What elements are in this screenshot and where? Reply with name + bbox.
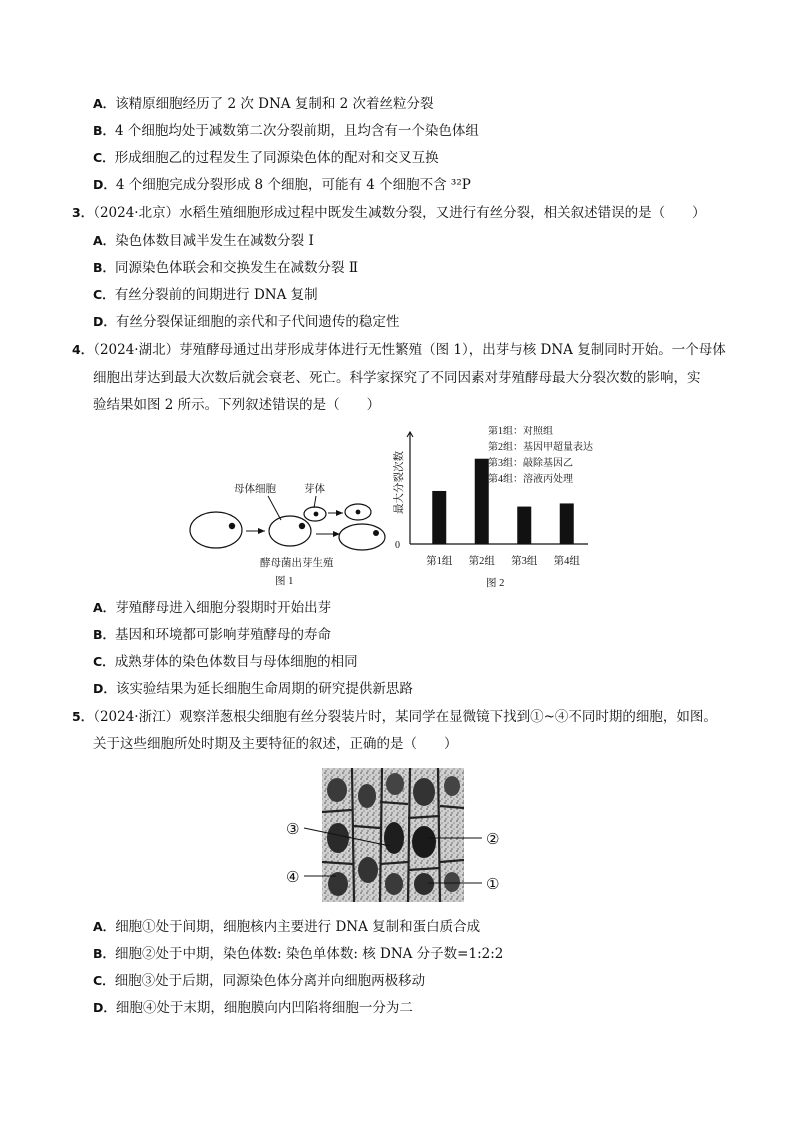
bar-2 [475,459,489,544]
mother-cell-2 [269,516,311,546]
figure-1-budding-diagram [186,474,396,594]
nucleus-col4-top [413,778,435,806]
q4-stem-line2: 细胞出芽达到最大次数后就会衰老、死亡。科学家探究了不同因素对芽殖酵母最大分裂次数的影响，实 [93,370,701,386]
nucleus-1 [229,523,235,529]
q4-option-a: A．芽殖酵母进入细胞分裂期时开始出芽 [93,600,332,616]
q5-option-a: A．细胞①处于间期，细胞核内主要进行 DNA 复制和蛋白质合成 [93,919,481,935]
figure-1-caption: 酵母菌出芽生殖 [260,558,334,569]
origin-label: 0 [395,540,400,551]
figure-2-bar-chart [388,426,618,594]
bar-3 [517,507,531,544]
figure-2-label: 图 2 [486,578,505,589]
q5-option-b: B．细胞②处于中期，染色体数: 染色单体数: 核 DNA 分子数=1:2:2 [93,946,504,962]
nucleus-col3-top [386,773,404,795]
q4-stem-line3: 验结果如图 2 所示。下列叙述错误的是（ ） [93,397,381,413]
q5-option-c: C．细胞③处于后期，同源染色体分离并向细胞两极移动 [93,973,426,989]
bud-label: 芽体 [304,484,325,495]
marker-1: ① [486,875,500,893]
q5-stem-line2: 关于这些细胞所处时期及主要特征的叙述，正确的是（ ） [93,736,458,752]
onion-root-tip-micrograph [282,766,522,904]
bud-nucleus-1 [314,512,319,517]
q4-stem-line1: 4．（2024·湖北）芽殖酵母通过出芽形成芽体进行无性繁殖（图 1），出芽与核 DNA 复制同时开始。一个母体 [72,342,726,358]
legend-entry-3: 第3组：敲除基因乙 [488,458,573,469]
nucleus-col2-bottom [358,857,378,883]
nucleus-top-left [327,778,347,802]
q2-option-a: A．该精原细胞经历了 2 次 DNA 复制和 2 次着丝粒分裂 [93,96,434,112]
legend-entry-2: 第2组：基因甲超量表达 [488,442,593,453]
legend-entry-1: 第1组：对照组 [488,426,553,437]
mother-cell-1 [190,512,242,548]
bud-pointer [314,496,316,508]
q4-option-d: D．该实验结果为延长细胞生命周期的研究提供新思路 [93,681,413,697]
figure-1-label: 图 1 [275,576,294,587]
bar-4 [560,503,574,544]
marker-4: ④ [286,868,300,886]
q2-option-c: C．形成细胞乙的过程发生了同源染色体的配对和交叉互换 [93,150,439,166]
q2-option-d: D．4 个细胞完成分裂形成 8 个细胞，可能有 4 个细胞不含 ³²P [93,177,471,193]
x-tick-label-2: 第2组 [468,556,495,567]
bar-1 [432,491,446,544]
cell-3-chromosomes [384,822,404,854]
cell-1-nucleus [414,873,434,895]
cell-4-nucleus [327,823,349,853]
x-tick-label-4: 第4组 [553,556,580,567]
marker-2: ② [486,830,500,848]
mother-cell-pointer [268,496,281,520]
q4-option-b: B．基因和环境都可影响芽殖酵母的寿命 [93,627,332,643]
q5-stem-line1: 5．（2024·浙江）观察洋葱根尖细胞有丝分裂装片时，某同学在显微镜下找到①~④不同时期的细胞，如图。 [72,709,717,725]
nucleus-col3-bottom [385,873,403,895]
nucleus-3 [373,530,379,536]
mother-cell-3 [339,524,385,550]
x-tick-label-1: 第1组 [426,556,453,567]
q5-option-d: D．细胞④处于末期，细胞膜向内凹陷将细胞一分为二 [93,1000,413,1016]
nucleus-2 [299,523,305,529]
x-tick-label-3: 第3组 [511,556,538,567]
nucleus-col5-top [444,776,460,796]
cell-2-chromosomes [412,826,436,858]
q2-option-b: B．4 个细胞均处于减数第二次分裂前期，且均含有一个染色体组 [93,123,479,139]
mother-cell-label: 母体细胞 [234,484,276,495]
q3-stem: 3．（2024·北京）水稻生殖细胞形成过程中既发生减数分裂，又进行有丝分裂，相关叙述错误的是（ ） [72,205,706,221]
y-axis-label: 最大分裂次数 [394,451,405,514]
q3-option-c: C．有丝分裂前的间期进行 DNA 复制 [93,287,318,303]
legend-entry-4: 第4组：溶液丙处理 [488,474,573,485]
nucleus-col5-bottom [444,872,460,892]
nucleus-col2-top [358,784,376,808]
marker-3: ③ [286,820,300,838]
bud-nucleus-2 [356,510,361,515]
q4-option-c: C．成熟芽体的染色体数目与母体细胞的相同 [93,654,358,670]
q3-option-d: D．有丝分裂保证细胞的亲代和子代间遗传的稳定性 [93,314,400,330]
q3-option-a: A．染色体数目减半发生在减数分裂 Ⅰ [93,233,314,249]
q3-option-b: B．同源染色体联会和交换发生在减数分裂 Ⅱ [93,260,358,276]
